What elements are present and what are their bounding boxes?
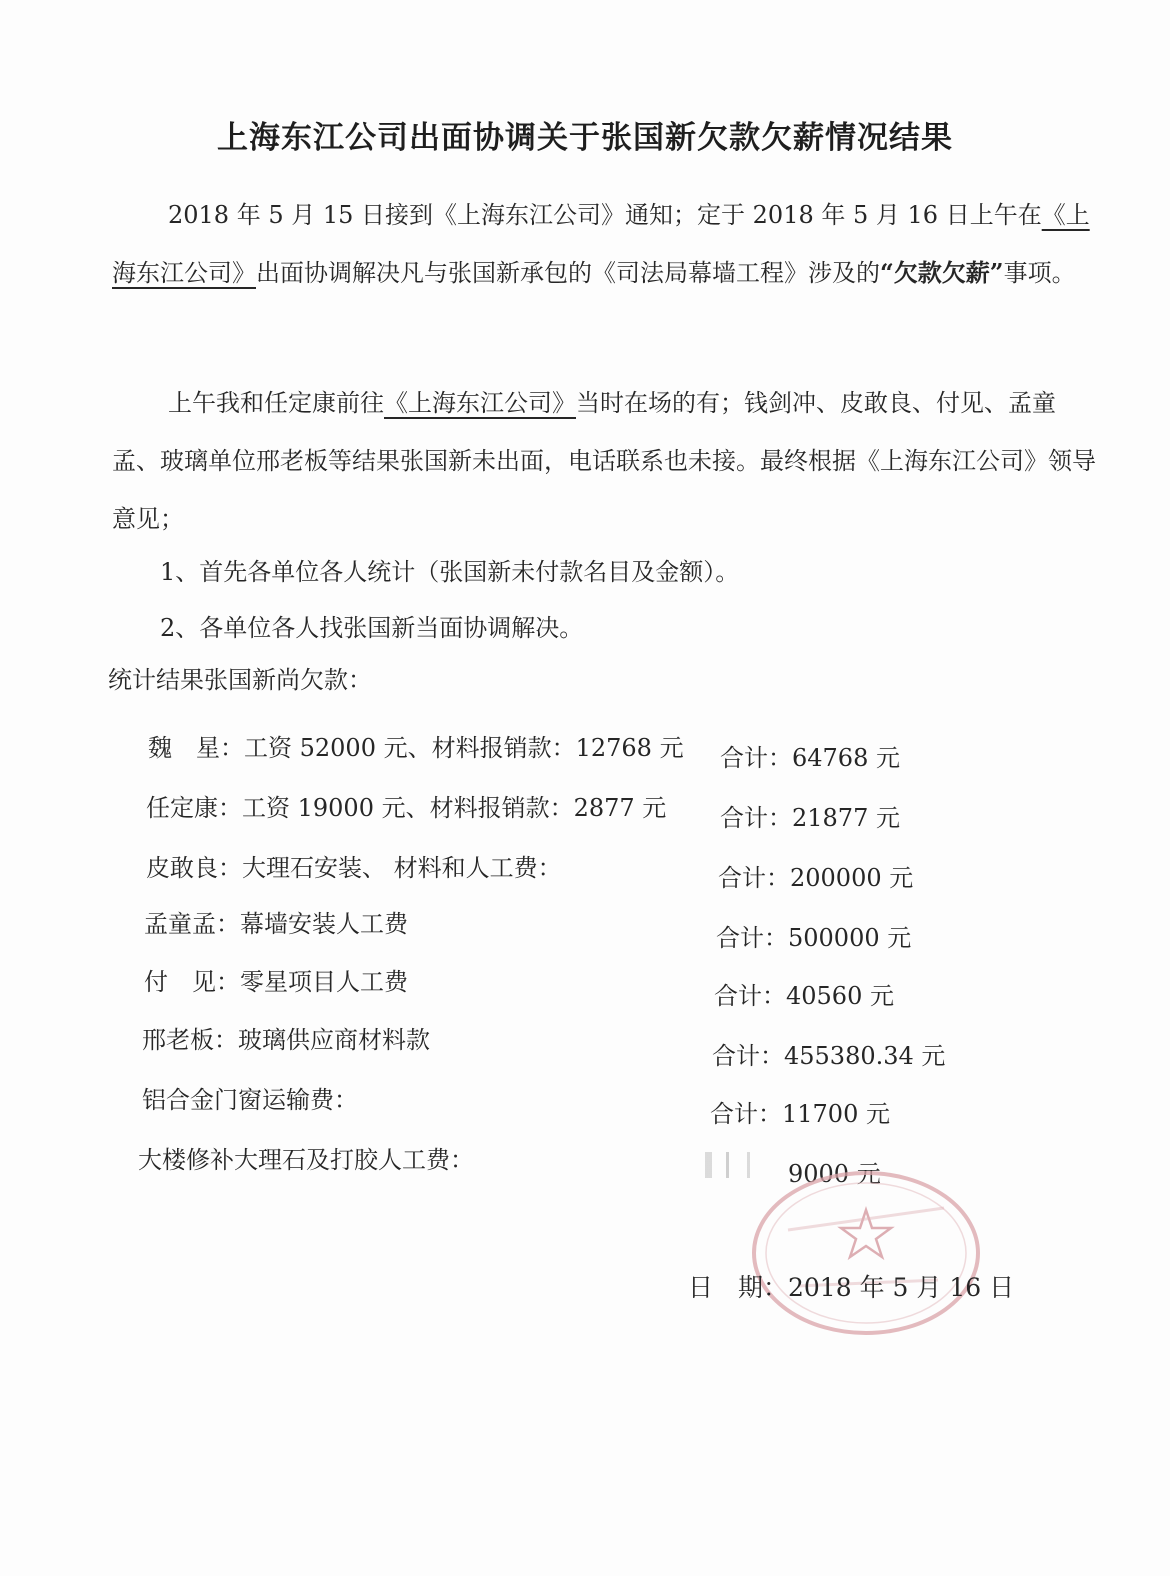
para2-company-underlined: 《上海东江公司》 <box>384 389 576 417</box>
debt-row-total: 合计：11700 元 <box>710 1100 890 1128</box>
summary-heading: 统计结果张国新尚欠款： <box>108 666 372 694</box>
para1-post: 事项。 <box>1003 259 1076 287</box>
debt-row-total: 合计：64768 元 <box>720 744 900 772</box>
para1-bold-term: “欠款欠薪” <box>880 258 1004 287</box>
document-title: 上海东江公司出面协调关于张国新欠款欠薪情况结果 <box>217 120 953 156</box>
debt-row-label: 铝合金门窗运输费： <box>142 1086 358 1114</box>
debt-row-label: 付 见：零星项目人工费 <box>144 968 408 996</box>
para1-company-underlined: 《上海东江公司》 <box>112 201 1090 287</box>
debt-row-label: 任定康：工资 19000 元、材料报销款：2877 元 <box>146 794 667 822</box>
debt-row-label: 魏 星：工资 52000 元、材料报销款：12768 元 <box>148 734 684 762</box>
debt-row-label: 邢老板：玻璃供应商材料款 <box>142 1026 430 1054</box>
debt-row-total: 合计：21877 元 <box>720 804 900 832</box>
document-date: 日 期：2018 年 5 月 16 日 <box>688 1273 1015 1302</box>
list-item-2: 2、各单位各人找张国新当面协调解决。 <box>160 614 584 642</box>
paragraph-meeting <box>112 374 1097 548</box>
debt-row-total: 9000 元 <box>788 1160 881 1188</box>
debt-row-total: 合计：200000 元 <box>718 864 914 892</box>
debt-row-label: 大楼修补大理石及打胶人工费： <box>138 1146 474 1174</box>
debt-row-total: 合计：40560 元 <box>714 982 894 1010</box>
obscured-mark <box>705 1152 775 1178</box>
para1-pre: 2018 年 5 月 15 日接到《上海东江公司》通知；定于 2018 年 5 月 16 日上午在 <box>168 201 1042 229</box>
debt-row-label: 皮敢良：大理石安装、 材料和人工费： <box>146 854 562 882</box>
company-seal-stamp <box>748 1168 984 1338</box>
list-item-1: 1、首先各单位各人统计（张国新未付款名目及金额）。 <box>160 558 740 586</box>
para2-pre: 上午我和任定康前往 <box>168 389 384 417</box>
para1-mid: 出面协调解决凡与张国新承包的《司法局幕墙工程》涉及的 <box>256 259 880 287</box>
paragraph-notice <box>112 186 1097 302</box>
debt-row-total: 合计：500000 元 <box>716 924 912 952</box>
debt-row-total: 合计：455380.34 元 <box>712 1042 946 1070</box>
para2-post: 当时在场的有；钱剑冲、皮敢良、付见、孟童孟、玻璃单位邢老板等结果张国新未出面，电话联系也未接。最终根据《上海东江公司》领导意见； <box>112 389 1096 533</box>
debt-row-label: 孟童孟：幕墙安装人工费 <box>144 910 408 938</box>
